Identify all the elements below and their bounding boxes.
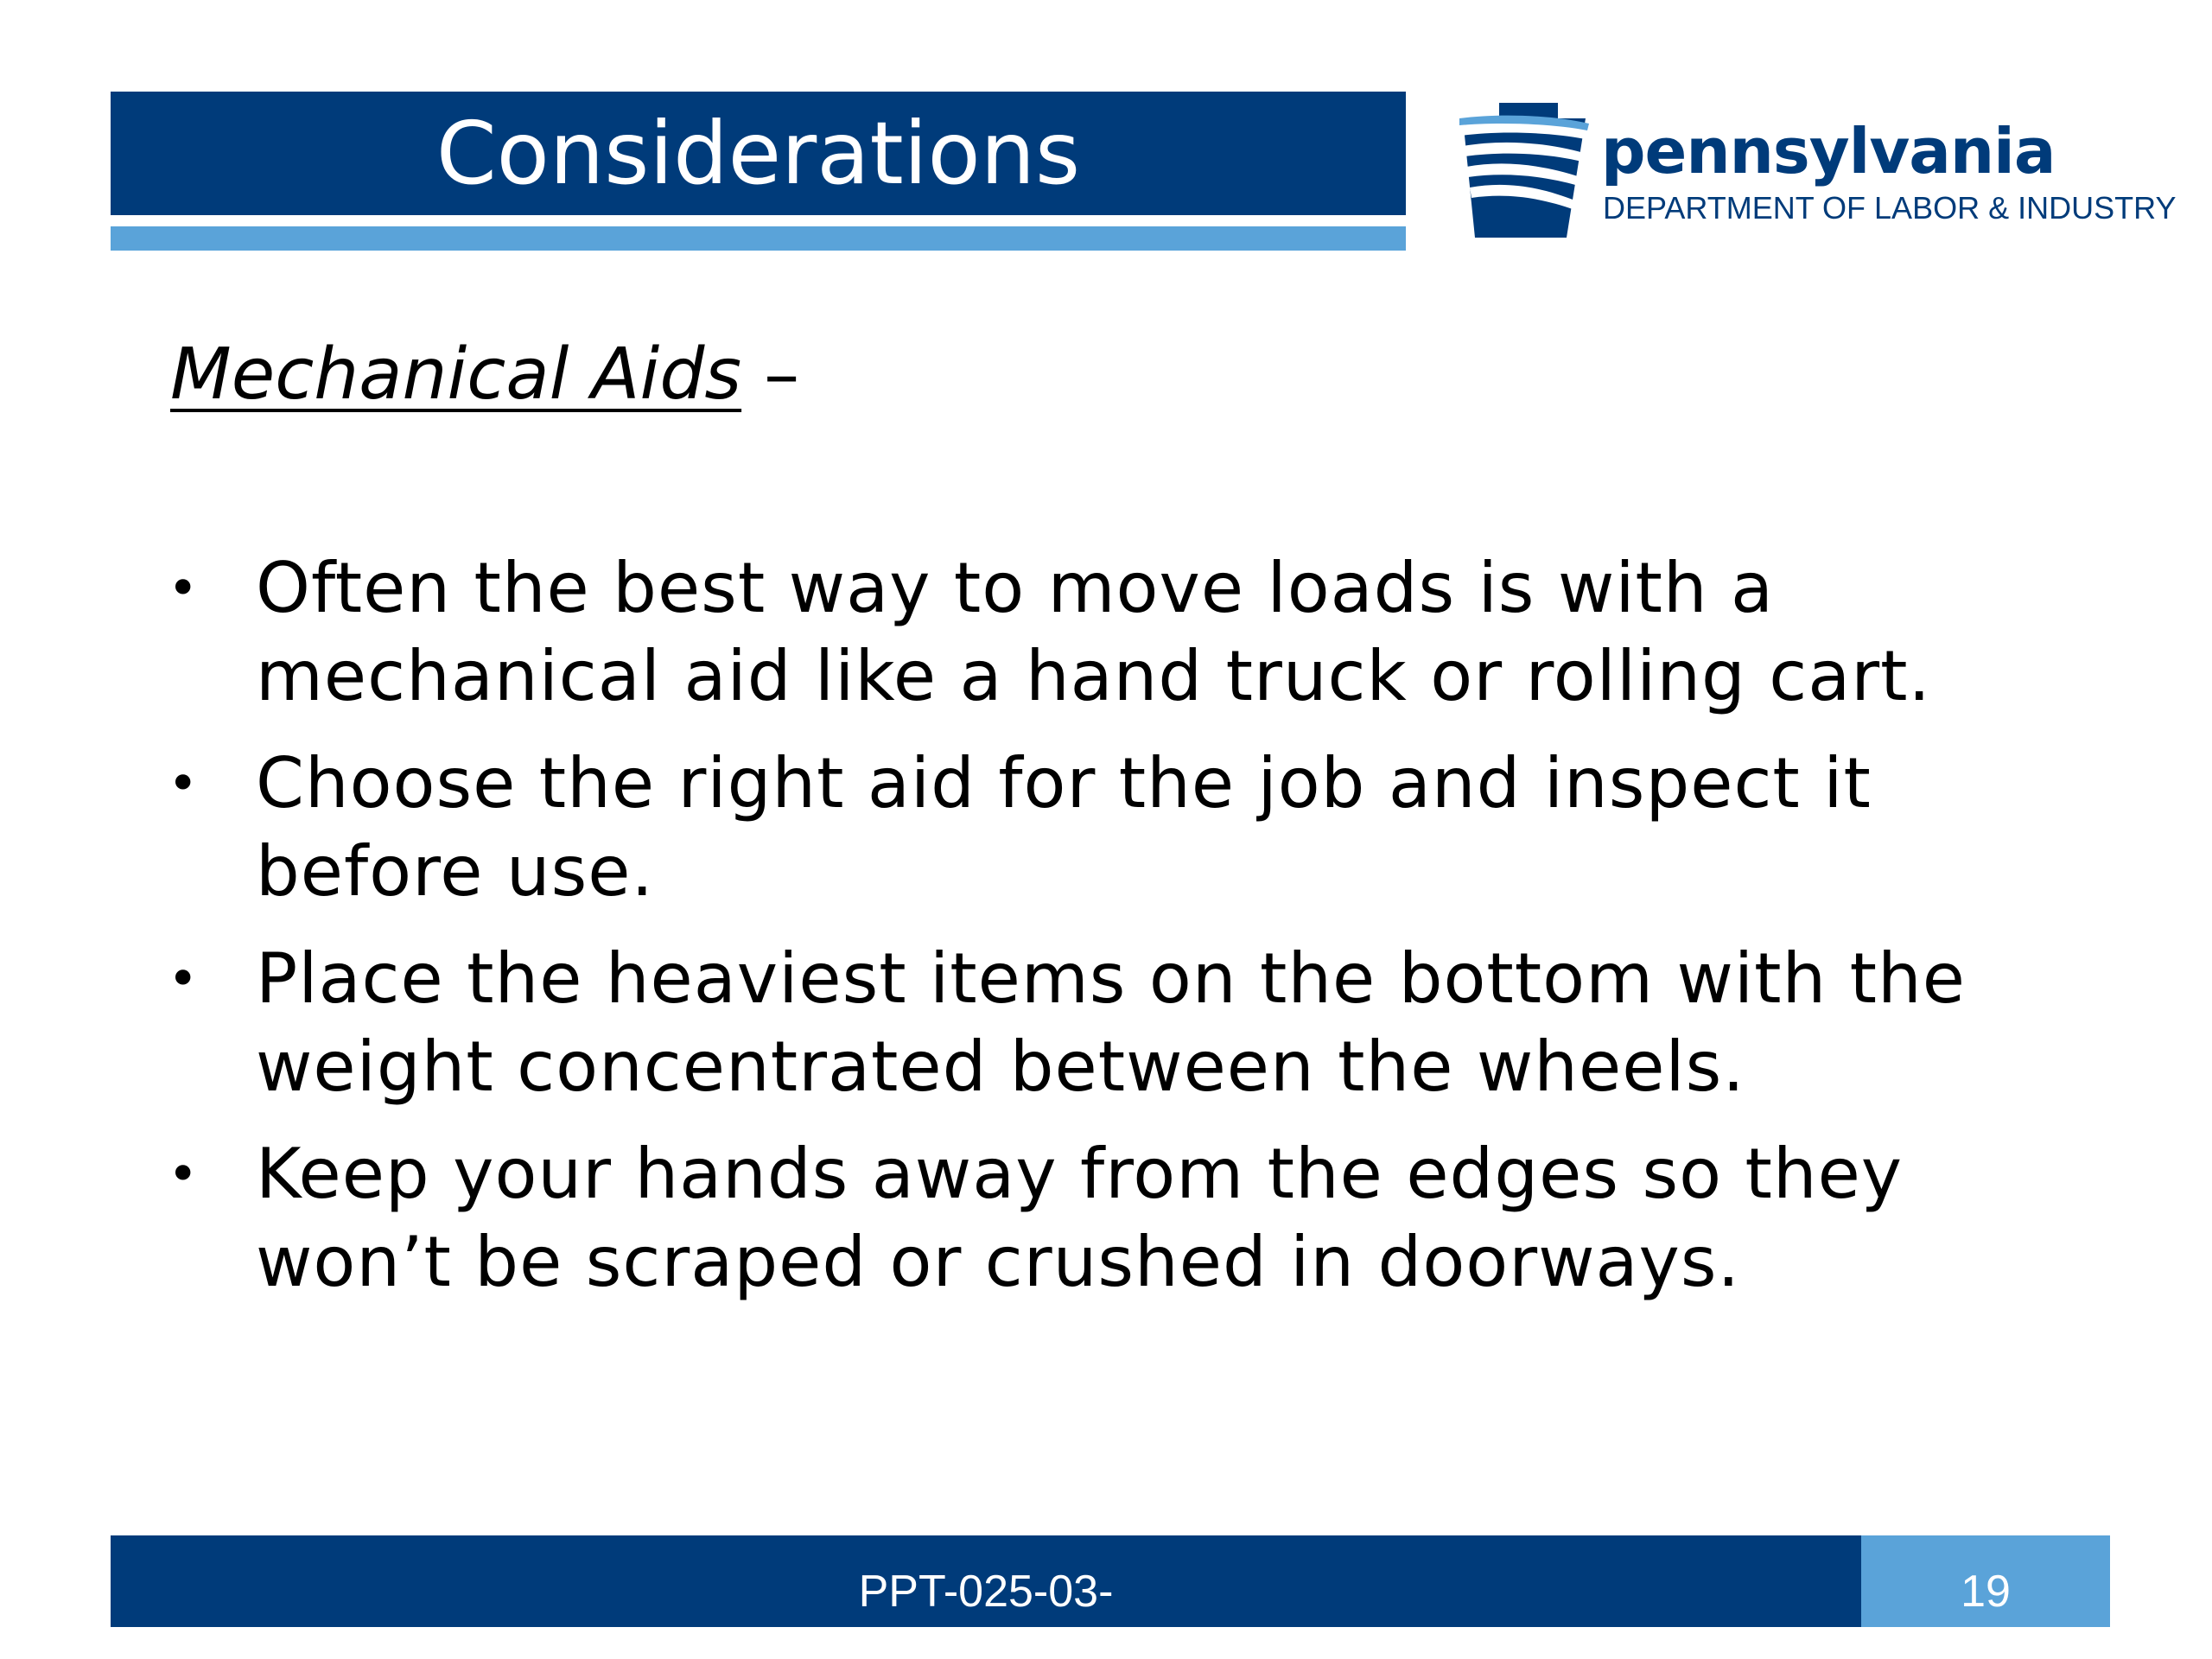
title-bar bbox=[111, 92, 1406, 215]
section-heading-emphasis: Mechanical Aids bbox=[170, 334, 742, 416]
bullet-item bbox=[156, 544, 2108, 721]
keystone-icon bbox=[1447, 99, 1594, 242]
bullet-item bbox=[156, 1130, 2108, 1306]
bullet-text: Choose the right aid for the job and inspect it before use. bbox=[256, 743, 1872, 912]
bullet-marker: • bbox=[168, 558, 200, 619]
bullet-text: Keep your hands away from the edges so they won’t be scraped or crushed in doorways. bbox=[256, 1134, 1904, 1302]
pa-dli-logo bbox=[1447, 99, 2177, 242]
bullet-marker: • bbox=[168, 1144, 200, 1205]
footer-bar bbox=[111, 1535, 1861, 1627]
title-accent-line bbox=[111, 226, 1406, 251]
bullet-item bbox=[156, 740, 2108, 916]
page-number-box bbox=[1861, 1535, 2110, 1627]
slide-title: Considerations bbox=[435, 103, 1081, 204]
logo-wordmark: pennsylvania bbox=[1601, 115, 2056, 188]
bullet-list bbox=[156, 544, 2108, 1325]
bullet-marker: • bbox=[168, 753, 200, 814]
bullet-text: Often the best way to move loads is with a mechanical aid like a hand truck or rolling cart. bbox=[256, 548, 1931, 716]
page-number: 19 bbox=[1961, 1567, 2011, 1617]
bullet-marker: • bbox=[168, 949, 200, 1009]
logo-department: DEPARTMENT OF LABOR & INDUSTRY bbox=[1603, 190, 2177, 226]
bullet-text: Place the heaviest items on the bottom with the weight concentrated between the wheels. bbox=[256, 938, 1966, 1107]
section-heading-dash: – bbox=[741, 334, 800, 416]
section-heading bbox=[170, 332, 799, 418]
bullet-item bbox=[156, 935, 2108, 1111]
footer-code: PPT-025-03- bbox=[858, 1567, 1114, 1617]
